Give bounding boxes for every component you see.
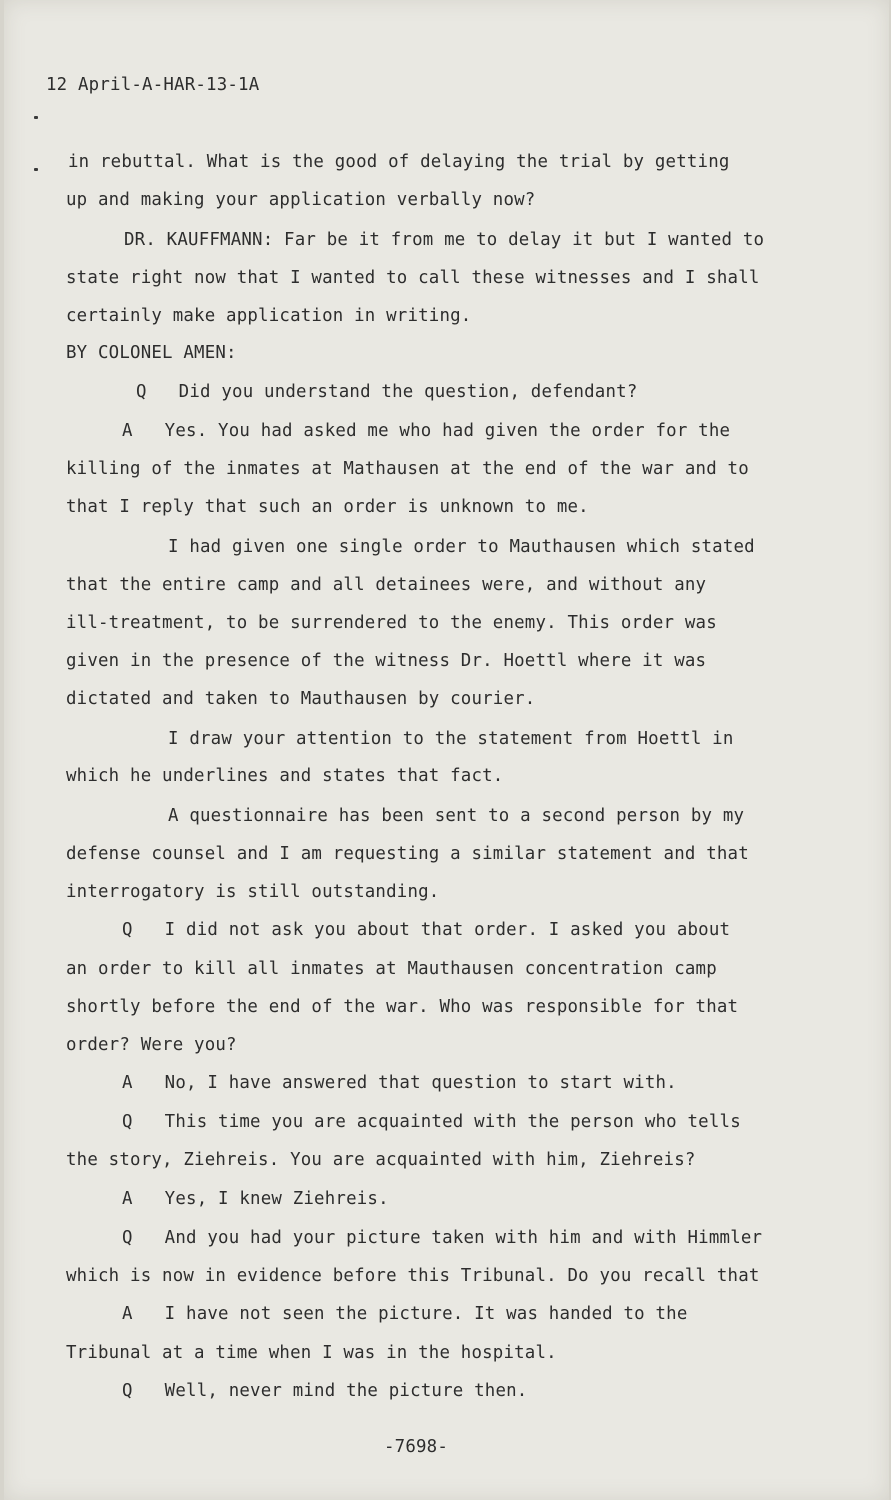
text-line: Q This time you are acquainted with the person who tells	[122, 1112, 741, 1132]
text-line: which is now in evidence before this Tribunal. Do you recall that	[66, 1266, 760, 1286]
text-line: Q I did not ask you about that order. I asked you about	[122, 920, 731, 940]
text-line: Tribunal at a time when I was in the hospital.	[66, 1343, 557, 1363]
text-line: Q Well, never mind the picture then.	[122, 1381, 528, 1401]
text-line: state right now that I wanted to call these witnesses and I shall	[66, 268, 760, 288]
page-number: -7698-	[384, 1437, 449, 1457]
text-line: given in the presence of the witness Dr. Hoettl where it was	[66, 651, 707, 671]
text-line: Q Did you understand the question, defendant?	[136, 382, 638, 402]
text-line: up and making your application verbally now?	[66, 190, 536, 210]
margin-mark	[34, 116, 38, 119]
text-line: defense counsel and I am requesting a similar statement and that	[66, 844, 749, 864]
text-line: DR. KAUFFMANN: Far be it from me to delay it but I wanted to	[124, 230, 765, 250]
text-line: A Yes. You had asked me who had given the order for the	[122, 421, 731, 441]
text-line: A questionnaire has been sent to a second person by my	[168, 806, 745, 826]
text-line: order? Were you?	[66, 1035, 237, 1055]
text-line: in rebuttal. What is the good of delaying the trial by getting	[68, 152, 730, 172]
document-page	[4, 0, 889, 1500]
text-line: shortly before the end of the war. Who was responsible for that	[66, 997, 739, 1017]
text-line: A I have not seen the picture. It was handed to the	[122, 1304, 688, 1324]
text-line: Q And you had your picture taken with him and with Himmler	[122, 1228, 763, 1248]
text-line: A No, I have answered that question to start with.	[122, 1073, 677, 1093]
text-line: killing of the inmates at Mathausen at the end of the war and to	[66, 459, 749, 479]
text-line: which he underlines and states that fact.	[66, 766, 504, 786]
text-line: I draw your attention to the statement from Hoettl in	[168, 729, 734, 749]
margin-mark	[34, 168, 38, 171]
text-line: the story, Ziehreis. You are acquainted with him, Ziehreis?	[66, 1150, 696, 1170]
document-header: 12 April-A-HAR-13-1A	[46, 75, 260, 95]
text-line: interrogatory is still outstanding.	[66, 882, 440, 902]
text-line: ill-treatment, to be surrendered to the enemy. This order was	[66, 613, 717, 633]
text-line: BY COLONEL AMEN:	[66, 343, 237, 363]
text-line: an order to kill all inmates at Mauthausen concentration camp	[66, 959, 717, 979]
text-line: A Yes, I knew Ziehreis.	[122, 1189, 389, 1209]
text-line: certainly make application in writing.	[66, 306, 472, 326]
text-line: dictated and taken to Mauthausen by courier.	[66, 689, 536, 709]
text-line: that the entire camp and all detainees were, and without any	[66, 575, 707, 595]
text-line: that I reply that such an order is unknown to me.	[66, 497, 589, 517]
text-line: I had given one single order to Mauthausen which stated	[168, 537, 755, 557]
